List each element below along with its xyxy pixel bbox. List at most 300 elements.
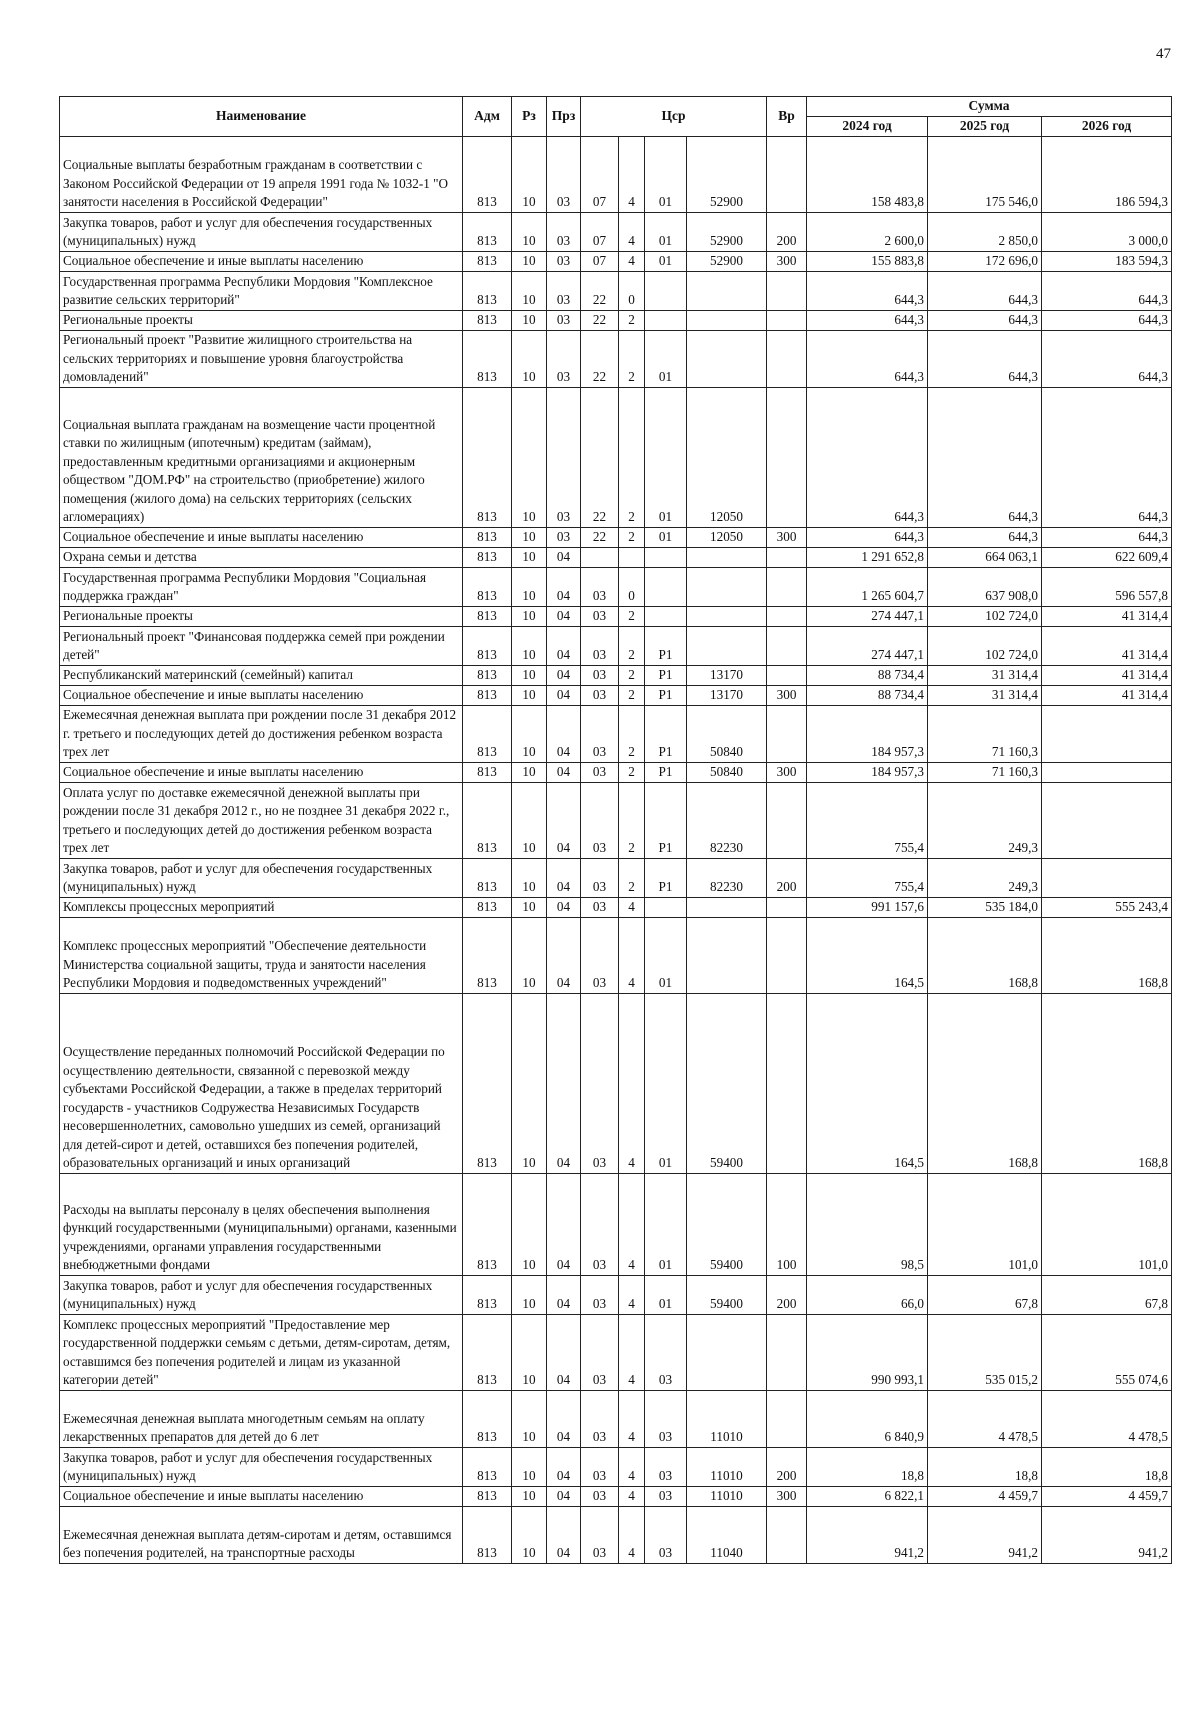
csr-type-cell: 2 [619,685,645,705]
csr-program-cell: 22 [581,527,619,547]
rz-cell: 10 [512,858,547,897]
amount-2025-cell: 644,3 [928,387,1042,527]
csr-type-cell: 4 [619,1447,645,1486]
amount-2026-cell: 101,0 [1042,1173,1172,1275]
table-row [60,858,1172,897]
row-name-cell: Государственная программа Республики Мордовия "Комплексное развитие сельских территорий" [60,271,463,310]
prz-cell: 03 [547,136,581,212]
csr-direction-cell [687,330,767,387]
prz-cell: 04 [547,1506,581,1563]
amount-2026-cell: 4 478,5 [1042,1390,1172,1447]
csr-structure-cell: 01 [645,527,687,547]
amount-2026-cell: 4 459,7 [1042,1486,1172,1506]
vr-cell: 300 [767,762,807,782]
csr-structure-cell: 01 [645,993,687,1173]
csr-type-cell: 0 [619,271,645,310]
csr-direction-cell: 12050 [687,387,767,527]
rz-cell: 10 [512,387,547,527]
table-row [60,567,1172,606]
amount-2026-cell: 41 314,4 [1042,665,1172,685]
table-row [60,136,1172,212]
amount-2025-cell: 644,3 [928,527,1042,547]
csr-program-cell: 07 [581,212,619,251]
prz-cell: 03 [547,212,581,251]
amount-2024-cell: 644,3 [807,271,928,310]
rz-cell: 10 [512,547,547,567]
csr-program-cell: 03 [581,1506,619,1563]
csr-structure-cell: 03 [645,1506,687,1563]
csr-direction-cell: 11040 [687,1506,767,1563]
table-row [60,762,1172,782]
prz-cell: 04 [547,1486,581,1506]
adm-cell: 813 [463,1390,512,1447]
amount-2025-cell: 535 015,2 [928,1314,1042,1390]
adm-cell: 813 [463,567,512,606]
csr-type-cell: 2 [619,387,645,527]
prz-cell: 04 [547,606,581,626]
vr-cell [767,1390,807,1447]
adm-cell: 813 [463,387,512,527]
vr-cell [767,567,807,606]
vr-cell [767,606,807,626]
prz-cell: 04 [547,567,581,606]
amount-2024-cell: 164,5 [807,917,928,993]
rz-cell: 10 [512,1447,547,1486]
rz-cell: 10 [512,705,547,762]
row-name-cell: Закупка товаров, работ и услуг для обеспечения государственных (муниципальных) нужд [60,1275,463,1314]
rz-cell: 10 [512,1173,547,1275]
table-row [60,685,1172,705]
amount-2025-cell: 4 459,7 [928,1486,1042,1506]
csr-program-cell: 03 [581,1447,619,1486]
amount-2026-cell: 186 594,3 [1042,136,1172,212]
csr-structure-cell: P1 [645,665,687,685]
amount-2026-cell: 183 594,3 [1042,251,1172,271]
amount-2026-cell [1042,782,1172,858]
prz-cell: 03 [547,271,581,310]
csr-type-cell: 4 [619,1173,645,1275]
amount-2024-cell: 1 265 604,7 [807,567,928,606]
csr-direction-cell: 13170 [687,665,767,685]
prz-cell: 04 [547,782,581,858]
rz-cell: 10 [512,685,547,705]
amount-2024-cell: 274 447,1 [807,626,928,665]
csr-program-cell: 22 [581,330,619,387]
prz-cell: 03 [547,310,581,330]
csr-structure-cell: P1 [645,705,687,762]
amount-2024-cell: 88 734,4 [807,685,928,705]
row-name-cell: Ежемесячная денежная выплата многодетным семьям на оплату лекарственных препаратов для детей до 6 лет [60,1390,463,1447]
amount-2026-cell [1042,762,1172,782]
row-name-cell: Социальное обеспечение и иные выплаты населению [60,1486,463,1506]
adm-cell: 813 [463,626,512,665]
table-row [60,665,1172,685]
amount-2025-cell: 4 478,5 [928,1390,1042,1447]
amount-2024-cell: 98,5 [807,1173,928,1275]
csr-type-cell: 2 [619,606,645,626]
adm-cell: 813 [463,310,512,330]
amount-2025-cell: 102 724,0 [928,626,1042,665]
csr-type-cell: 4 [619,1390,645,1447]
csr-direction-cell: 52900 [687,251,767,271]
amount-2025-cell: 644,3 [928,271,1042,310]
prz-cell: 04 [547,1275,581,1314]
amount-2026-cell: 622 609,4 [1042,547,1172,567]
amount-2024-cell: 1 291 652,8 [807,547,928,567]
csr-program-cell: 03 [581,1173,619,1275]
csr-type-cell: 2 [619,330,645,387]
amount-2026-cell: 168,8 [1042,917,1172,993]
amount-2024-cell: 990 993,1 [807,1314,928,1390]
table-row [60,212,1172,251]
csr-type-cell: 2 [619,782,645,858]
table-row [60,251,1172,271]
amount-2026-cell: 3 000,0 [1042,212,1172,251]
rz-cell: 10 [512,212,547,251]
amount-2024-cell: 184 957,3 [807,705,928,762]
csr-type-cell: 4 [619,993,645,1173]
header-prz: Прз [547,97,581,137]
csr-direction-cell: 11010 [687,1486,767,1506]
rz-cell: 10 [512,527,547,547]
amount-2024-cell: 2 600,0 [807,212,928,251]
amount-2025-cell: 71 160,3 [928,705,1042,762]
amount-2025-cell: 249,3 [928,858,1042,897]
prz-cell: 04 [547,547,581,567]
row-name-cell: Региональные проекты [60,310,463,330]
rz-cell: 10 [512,1506,547,1563]
csr-program-cell: 03 [581,665,619,685]
rz-cell: 10 [512,1314,547,1390]
table-row [60,1506,1172,1563]
vr-cell [767,271,807,310]
row-name-cell: Оплата услуг по доставке ежемесячной денежной выплаты при рождении после 31 декабря 2012 г., но не позднее 31 декабря 2022 г., третьего и последующих детей до достижения ребенком возраста трех лет [60,782,463,858]
prz-cell: 04 [547,917,581,993]
adm-cell: 813 [463,547,512,567]
row-name-cell: Комплексы процессных мероприятий [60,897,463,917]
table-row [60,387,1172,527]
vr-cell [767,1506,807,1563]
amount-2026-cell: 644,3 [1042,330,1172,387]
csr-direction-cell: 59400 [687,1173,767,1275]
row-name-cell: Ежемесячная денежная выплата при рождении после 31 декабря 2012 г. третьего и последующих детей до достижения ребенком возраста трех лет [60,705,463,762]
csr-program-cell: 22 [581,310,619,330]
vr-cell: 200 [767,858,807,897]
csr-structure-cell: P1 [645,762,687,782]
adm-cell: 813 [463,251,512,271]
adm-cell: 813 [463,527,512,547]
row-name-cell: Социальное обеспечение и иные выплаты населению [60,762,463,782]
rz-cell: 10 [512,136,547,212]
table-row [60,547,1172,567]
amount-2025-cell: 168,8 [928,993,1042,1173]
csr-structure-cell [645,547,687,567]
csr-type-cell [619,547,645,567]
csr-type-cell: 2 [619,705,645,762]
csr-program-cell: 03 [581,626,619,665]
vr-cell: 300 [767,1486,807,1506]
prz-cell: 04 [547,1314,581,1390]
adm-cell: 813 [463,762,512,782]
vr-cell [767,310,807,330]
csr-direction-cell: 50840 [687,705,767,762]
amount-2024-cell: 644,3 [807,527,928,547]
vr-cell [767,136,807,212]
row-name-cell: Социальная выплата гражданам на возмещение части процентной ставки по жилищным (ипотечным) кредитам (займам), предоставленным кредитными организациями и акционерным обществом "ДОМ.РФ" на строительство (приобретение) жилого помещения (жилого дома) на сельских территориях (сельских агломерациях) [60,387,463,527]
amount-2024-cell: 755,4 [807,858,928,897]
row-name-cell: Закупка товаров, работ и услуг для обеспечения государственных (муниципальных) нужд [60,858,463,897]
csr-direction-cell: 82230 [687,858,767,897]
csr-program-cell [581,547,619,567]
csr-program-cell: 22 [581,387,619,527]
header-name: Наименование [60,97,463,137]
csr-direction-cell: 12050 [687,527,767,547]
csr-direction-cell: 59400 [687,993,767,1173]
amount-2026-cell: 644,3 [1042,271,1172,310]
rz-cell: 10 [512,1486,547,1506]
row-name-cell: Государственная программа Республики Мордовия "Социальная поддержка граждан" [60,567,463,606]
csr-program-cell: 03 [581,1486,619,1506]
csr-type-cell: 4 [619,212,645,251]
csr-type-cell: 4 [619,1486,645,1506]
table-row [60,782,1172,858]
csr-type-cell: 4 [619,1506,645,1563]
amount-2025-cell: 31 314,4 [928,665,1042,685]
rz-cell: 10 [512,782,547,858]
prz-cell: 04 [547,665,581,685]
csr-structure-cell: 01 [645,136,687,212]
csr-structure-cell: 03 [645,1390,687,1447]
csr-type-cell: 4 [619,1275,645,1314]
amount-2024-cell: 6 840,9 [807,1390,928,1447]
vr-cell: 200 [767,1447,807,1486]
vr-cell: 200 [767,1275,807,1314]
csr-structure-cell [645,310,687,330]
prz-cell: 03 [547,251,581,271]
csr-type-cell: 2 [619,665,645,685]
table-row [60,310,1172,330]
row-name-cell: Республиканский материнский (семейный) капитал [60,665,463,685]
row-name-cell: Ежемесячная денежная выплата детям-сиротам и детям, оставшимся без попечения родителей, на транспортные расходы [60,1506,463,1563]
csr-type-cell: 4 [619,136,645,212]
csr-structure-cell: 03 [645,1486,687,1506]
csr-program-cell: 03 [581,762,619,782]
csr-direction-cell [687,271,767,310]
amount-2026-cell: 555 074,6 [1042,1314,1172,1390]
csr-structure-cell: 01 [645,212,687,251]
header-rz: Рз [512,97,547,137]
row-name-cell: Осуществление переданных полномочий Российской Федерации по осуществлению деятельности, связанной с перевозкой между субъектами Российской Федерации, а также в пределах территорий государств - участников Содружества Независимых Государств несовершеннолетних, самовольно ушедших из семей, организаций для детей-сирот и детей, оставшихся без попечения родителей, образовательных организаций и иных организаций [60,993,463,1173]
amount-2025-cell: 168,8 [928,917,1042,993]
amount-2026-cell: 644,3 [1042,387,1172,527]
csr-direction-cell: 11010 [687,1447,767,1486]
csr-direction-cell [687,1314,767,1390]
adm-cell: 813 [463,1486,512,1506]
table-row [60,1390,1172,1447]
csr-direction-cell [687,917,767,993]
header-vr: Вр [767,97,807,137]
amount-2026-cell [1042,705,1172,762]
prz-cell: 03 [547,330,581,387]
row-name-cell: Комплекс процессных мероприятий "Обеспечение деятельности Министерства социальной защиты, труда и занятости населения Республики Мордовия и подведомственных учреждений" [60,917,463,993]
csr-program-cell: 03 [581,567,619,606]
amount-2024-cell: 164,5 [807,993,928,1173]
rz-cell: 10 [512,330,547,387]
csr-program-cell: 03 [581,993,619,1173]
csr-direction-cell: 11010 [687,1390,767,1447]
adm-cell: 813 [463,705,512,762]
table-row [60,626,1172,665]
amount-2025-cell: 644,3 [928,330,1042,387]
table-row [60,1314,1172,1390]
vr-cell [767,705,807,762]
amount-2024-cell: 991 157,6 [807,897,928,917]
csr-direction-cell: 13170 [687,685,767,705]
adm-cell: 813 [463,665,512,685]
row-name-cell: Социальные выплаты безработным гражданам в соответствии с Законом Российской Федерации от 19 апреля 1991 года № 1032-1 "О занятости населения в Российской Федерации" [60,136,463,212]
row-name-cell: Региональный проект "Развитие жилищного строительства на сельских территориях и повышение уровня благоустройства домовладений" [60,330,463,387]
csr-program-cell: 03 [581,917,619,993]
csr-program-cell: 07 [581,136,619,212]
prz-cell: 04 [547,897,581,917]
row-name-cell: Региональные проекты [60,606,463,626]
row-name-cell: Социальное обеспечение и иные выплаты населению [60,251,463,271]
budget-table [59,96,1172,1564]
amount-2025-cell: 172 696,0 [928,251,1042,271]
rz-cell: 10 [512,310,547,330]
prz-cell: 04 [547,705,581,762]
vr-cell [767,547,807,567]
csr-type-cell: 4 [619,897,645,917]
csr-structure-cell [645,567,687,606]
amount-2025-cell: 31 314,4 [928,685,1042,705]
vr-cell [767,993,807,1173]
vr-cell [767,897,807,917]
amount-2024-cell: 184 957,3 [807,762,928,782]
csr-direction-cell: 52900 [687,212,767,251]
rz-cell: 10 [512,626,547,665]
csr-direction-cell [687,567,767,606]
csr-program-cell: 03 [581,1390,619,1447]
header-year-2026: 2026 год [1042,116,1172,136]
amount-2025-cell: 71 160,3 [928,762,1042,782]
csr-structure-cell: 01 [645,1173,687,1275]
table-row [60,1275,1172,1314]
row-name-cell: Закупка товаров, работ и услуг для обеспечения государственных (муниципальных) нужд [60,1447,463,1486]
prz-cell: 04 [547,1390,581,1447]
csr-structure-cell: 01 [645,387,687,527]
table-row [60,1486,1172,1506]
csr-direction-cell: 50840 [687,762,767,782]
csr-type-cell: 2 [619,310,645,330]
amount-2025-cell: 535 184,0 [928,897,1042,917]
vr-cell: 300 [767,685,807,705]
rz-cell: 10 [512,917,547,993]
amount-2024-cell: 6 822,1 [807,1486,928,1506]
amount-2026-cell: 168,8 [1042,993,1172,1173]
amount-2026-cell: 644,3 [1042,310,1172,330]
rz-cell: 10 [512,993,547,1173]
amount-2025-cell: 637 908,0 [928,567,1042,606]
amount-2026-cell: 941,2 [1042,1506,1172,1563]
amount-2024-cell: 941,2 [807,1506,928,1563]
csr-structure-cell: P1 [645,782,687,858]
amount-2026-cell: 644,3 [1042,527,1172,547]
prz-cell: 04 [547,762,581,782]
csr-structure-cell: 01 [645,251,687,271]
table-row [60,705,1172,762]
table-row [60,897,1172,917]
csr-program-cell: 03 [581,782,619,858]
rz-cell: 10 [512,762,547,782]
adm-cell: 813 [463,606,512,626]
amount-2024-cell: 158 483,8 [807,136,928,212]
csr-program-cell: 03 [581,1275,619,1314]
adm-cell: 813 [463,782,512,858]
header-adm: Адм [463,97,512,137]
csr-direction-cell [687,606,767,626]
table-row [60,330,1172,387]
csr-structure-cell [645,606,687,626]
header-year-2024: 2024 год [807,116,928,136]
amount-2026-cell: 555 243,4 [1042,897,1172,917]
prz-cell: 03 [547,387,581,527]
amount-2025-cell: 175 546,0 [928,136,1042,212]
row-name-cell: Расходы на выплаты персоналу в целях обеспечения выполнения функций государственными (муниципальными) органами, казенными учреждениями, органами управления государственными внебюджетными фондами [60,1173,463,1275]
csr-direction-cell: 59400 [687,1275,767,1314]
rz-cell: 10 [512,897,547,917]
adm-cell: 813 [463,330,512,387]
csr-program-cell: 22 [581,271,619,310]
csr-program-cell: 03 [581,606,619,626]
rz-cell: 10 [512,606,547,626]
amount-2024-cell: 644,3 [807,387,928,527]
csr-structure-cell: P1 [645,685,687,705]
prz-cell: 03 [547,527,581,547]
csr-type-cell: 0 [619,567,645,606]
amount-2024-cell: 155 883,8 [807,251,928,271]
amount-2024-cell: 66,0 [807,1275,928,1314]
csr-direction-cell: 82230 [687,782,767,858]
csr-direction-cell: 52900 [687,136,767,212]
rz-cell: 10 [512,1390,547,1447]
csr-direction-cell [687,626,767,665]
csr-structure-cell: 03 [645,1314,687,1390]
header-sum: Сумма [807,97,1172,117]
csr-program-cell: 03 [581,705,619,762]
csr-structure-cell: 03 [645,1447,687,1486]
amount-2025-cell: 941,2 [928,1506,1042,1563]
rz-cell: 10 [512,271,547,310]
csr-structure-cell: 01 [645,330,687,387]
csr-program-cell: 03 [581,858,619,897]
vr-cell [767,1314,807,1390]
csr-type-cell: 4 [619,1314,645,1390]
table-row [60,527,1172,547]
adm-cell: 813 [463,993,512,1173]
csr-type-cell: 2 [619,626,645,665]
adm-cell: 813 [463,136,512,212]
row-name-cell: Социальное обеспечение и иные выплаты населению [60,685,463,705]
csr-structure-cell: 01 [645,1275,687,1314]
table-row [60,1173,1172,1275]
amount-2026-cell: 67,8 [1042,1275,1172,1314]
row-name-cell: Закупка товаров, работ и услуг для обеспечения государственных (муниципальных) нужд [60,212,463,251]
vr-cell: 100 [767,1173,807,1275]
vr-cell [767,917,807,993]
adm-cell: 813 [463,212,512,251]
adm-cell: 813 [463,917,512,993]
